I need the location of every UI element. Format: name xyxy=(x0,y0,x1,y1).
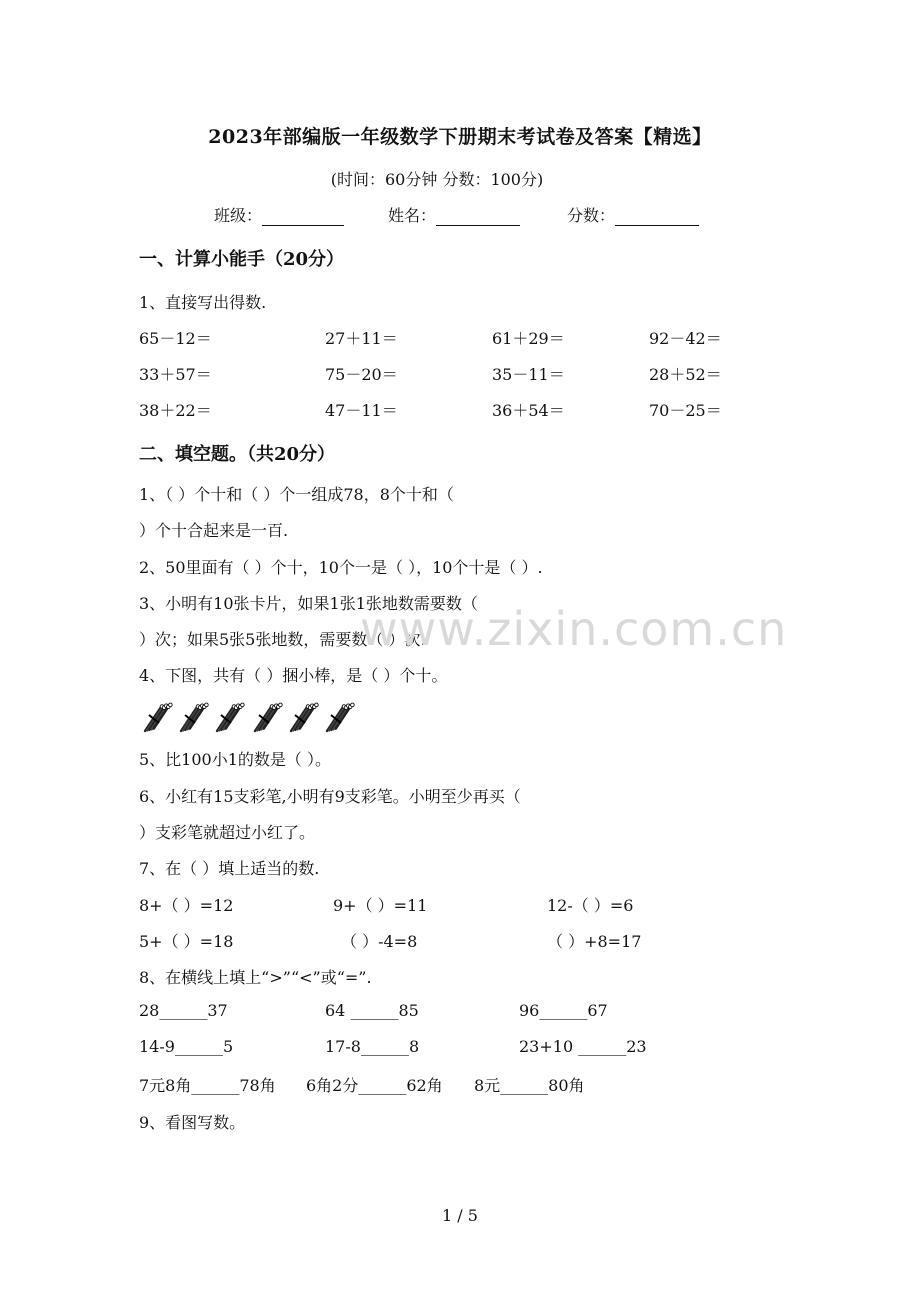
compare-item: 8元______80角 xyxy=(474,1076,585,1095)
section1-instruction: 1、直接写出得数. xyxy=(139,293,267,312)
question-line: ）次；如果5张5张地数，需要数（ ）次. xyxy=(139,630,426,649)
calc-item: 35－11＝ xyxy=(492,365,565,384)
question-line: 3、小明有10张卡片，如果1张1张地数需要数（ xyxy=(139,594,478,613)
calc-item: 27＋11＝ xyxy=(325,329,398,348)
compare-item: 7元8角______78角 xyxy=(139,1076,276,1095)
question-line: 1、（ ）个十和（ ）个一组成78，8个十和（ xyxy=(139,485,454,504)
stick-bundle-icon xyxy=(255,703,282,731)
name-field xyxy=(388,203,520,226)
score-blank[interactable] xyxy=(615,209,699,226)
fill-item: （ ）+8=17 xyxy=(547,932,642,951)
class-field xyxy=(214,203,344,226)
fill-item: 5+（ ）=18 xyxy=(139,932,234,951)
compare-item: 23+10 ______23 xyxy=(519,1037,647,1056)
compare-item: 96______67 xyxy=(519,1001,608,1020)
question-line: 9、看图写数。 xyxy=(139,1113,246,1132)
page-title: 2023年部编版一年级数学下册期末考试卷及答案【精选】 xyxy=(208,126,712,148)
score-label: 分数： xyxy=(567,206,616,225)
fill-item: 8+（ ）=12 xyxy=(139,896,234,915)
stick-bundle-icon xyxy=(291,703,318,731)
page-number: 1 / 5 xyxy=(442,1206,478,1225)
calc-item: 65－12＝ xyxy=(139,329,212,348)
fill-item: 9+（ ）=11 xyxy=(333,896,428,915)
fill-item: （ ）-4=8 xyxy=(341,932,418,951)
compare-item: 64 ______85 xyxy=(325,1001,419,1020)
question-line: 5、比100小1的数是（ ）。 xyxy=(139,750,331,769)
calc-item: 36＋54＝ xyxy=(492,401,565,420)
calc-item: 61＋29＝ xyxy=(492,329,565,348)
compare-item: 14-9______5 xyxy=(139,1037,234,1056)
name-label: 姓名： xyxy=(388,206,437,225)
question-line: 7、在（ ）填上适当的数. xyxy=(139,859,320,878)
question-line: ）支彩笔就超过小红了。 xyxy=(139,823,316,842)
section2-heading: 二、填空题。（共20分） xyxy=(139,444,336,465)
stick-bundle-icon xyxy=(145,703,172,731)
stick-bundle-icon xyxy=(181,703,208,731)
class-label: 班级： xyxy=(214,206,263,225)
calc-item: 38＋22＝ xyxy=(139,401,212,420)
calc-item: 70－25＝ xyxy=(649,401,722,420)
question-line: 4、下图，共有（ ）捆小棒，是（ ）个十。 xyxy=(139,666,448,685)
compare-item: 6角2分______62角 xyxy=(306,1076,443,1095)
stick-bundles-image xyxy=(139,697,369,737)
calc-item: 75－20＝ xyxy=(325,365,398,384)
question-line: 8、在横线上填上“>”“<”或“=”. xyxy=(139,968,372,987)
calc-item: 33＋57＝ xyxy=(139,365,212,384)
calc-item: 47－11＝ xyxy=(325,401,398,420)
watermark: www.zixin.com.cn xyxy=(360,602,788,656)
compare-item: 28______37 xyxy=(139,1001,228,1020)
stick-bundle-icon xyxy=(217,703,244,731)
section1-heading: 一、计算小能手（20分） xyxy=(139,249,345,270)
score-field xyxy=(567,203,699,226)
stick-bundle-icon xyxy=(327,703,354,731)
question-line: 2、50里面有（ ）个十，10个一是（ ），10个十是（ ）. xyxy=(139,558,543,577)
question-line: ）个十合起来是一百. xyxy=(139,521,289,540)
class-blank[interactable] xyxy=(262,209,344,226)
compare-item: 17-8______8 xyxy=(325,1037,420,1056)
question-line: 6、小红有15支彩笔,小明有9支彩笔。小明至少再买（ xyxy=(139,787,521,806)
calc-item: 28＋52＝ xyxy=(649,365,722,384)
name-blank[interactable] xyxy=(436,209,520,226)
exam-subtitle: (时间：60分钟 分数：100分) xyxy=(330,170,544,189)
fill-item: 12-（ ）=6 xyxy=(547,896,634,915)
calc-item: 92－42＝ xyxy=(649,329,722,348)
